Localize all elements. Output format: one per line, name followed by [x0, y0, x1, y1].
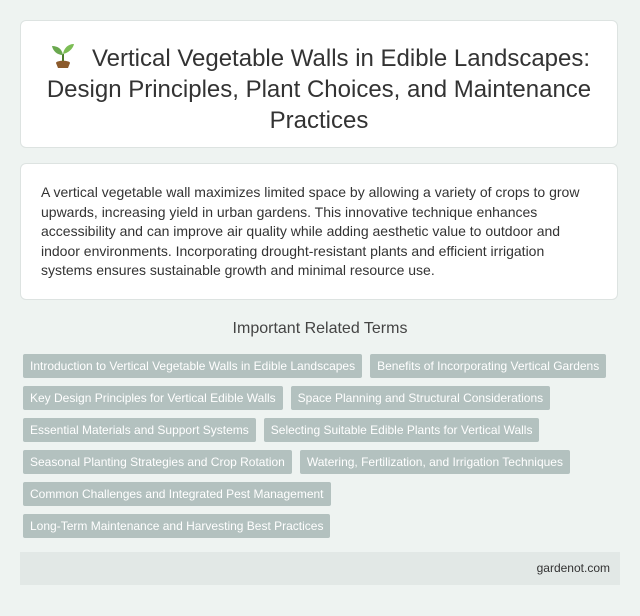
page-title	[21, 43, 617, 136]
tag-row	[23, 418, 623, 442]
description-text: A vertical vegetable wall maximizes limited space by allowing a variety of crops to grow upwards, increasing yield in urban gardens. This innovative technique enhances accessibility and can improve air quality while adding aesthetic value to outdoor and indoor environments. Incorporating drought-resistant plants and efficient irrigation systems ensures sustainable growth and minimal resource use.	[41, 184, 580, 279]
footer-site-link[interactable]: gardenot.com	[536, 561, 610, 575]
title-card	[20, 20, 618, 148]
related-term-tag[interactable]: Common Challenges and Integrated Pest Management	[23, 482, 331, 506]
tag-row	[23, 482, 623, 506]
tag-row	[23, 514, 623, 538]
related-term-tag[interactable]: Key Design Principles for Vertical Edible Walls	[23, 386, 283, 410]
related-term-tag[interactable]: Watering, Fertilization, and Irrigation Techniques	[300, 450, 570, 474]
description-card	[20, 163, 618, 300]
related-term-tag[interactable]: Introduction to Vertical Vegetable Walls in Edible Landscapes	[23, 354, 362, 378]
related-term-tag[interactable]: Essential Materials and Support Systems	[23, 418, 256, 442]
related-term-tag[interactable]: Selecting Suitable Edible Plants for Vertical Walls	[264, 418, 540, 442]
related-term-tag[interactable]: Benefits of Incorporating Vertical Gardens	[370, 354, 606, 378]
tag-row	[23, 450, 623, 474]
seedling-icon	[48, 43, 78, 69]
related-terms-heading: Important Related Terms	[232, 320, 408, 337]
page-title-text: Vertical Vegetable Walls in Edible Landscapes: Design Principles, Plant Choices, and Maintenance Practices	[46, 45, 592, 134]
related-term-tag[interactable]: Long-Term Maintenance and Harvesting Best Practices	[23, 514, 330, 538]
related-term-tag[interactable]: Seasonal Planting Strategies and Crop Rotation	[23, 450, 292, 474]
tag-row	[23, 386, 623, 410]
tag-row	[23, 354, 623, 378]
related-term-tag[interactable]: Space Planning and Structural Considerations	[291, 386, 550, 410]
footer	[20, 552, 620, 585]
related-terms-list	[23, 354, 623, 546]
